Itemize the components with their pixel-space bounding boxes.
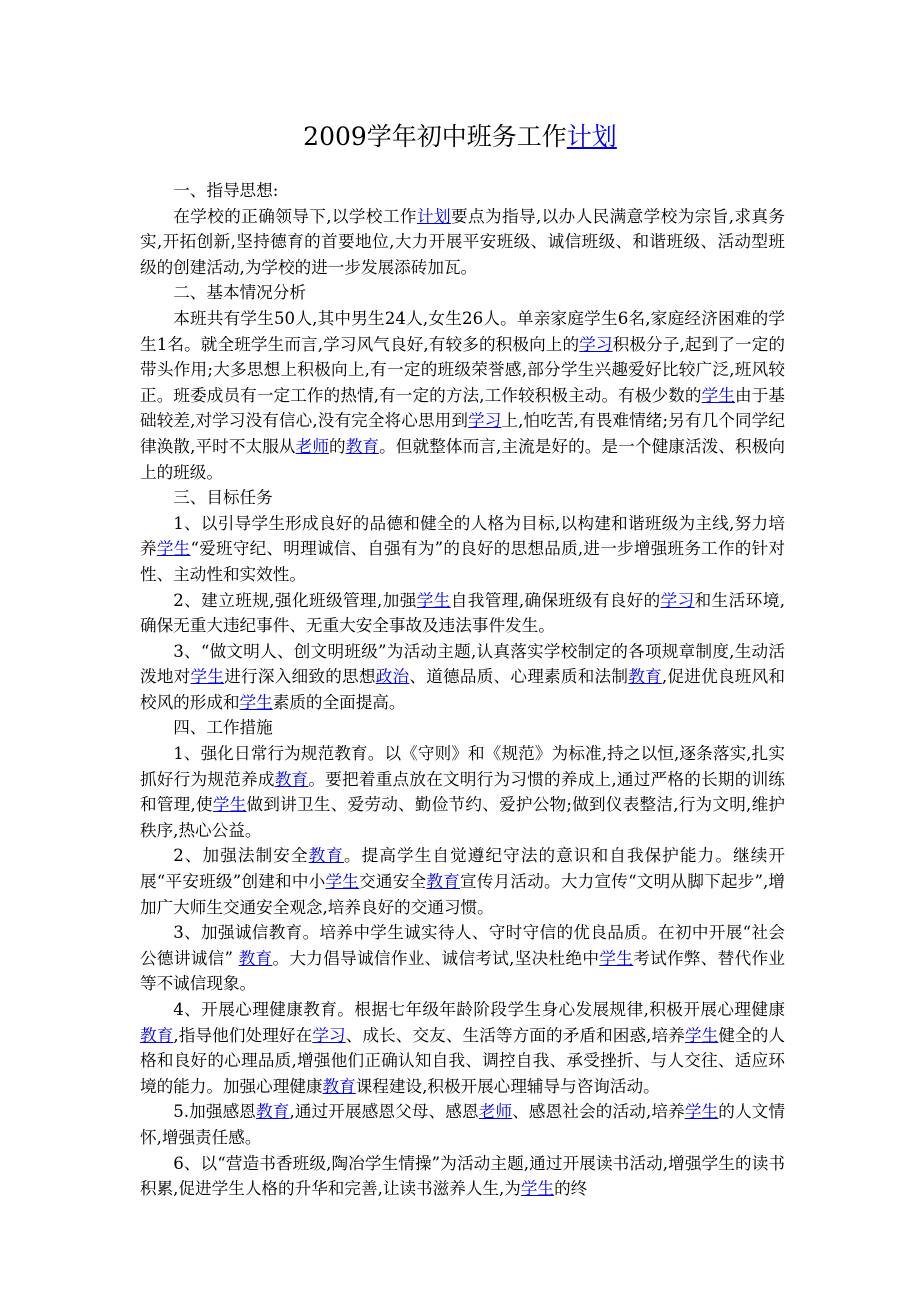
- text-run: 素质的全面提高。: [272, 692, 406, 712]
- keyword-link[interactable]: 学生: [212, 795, 247, 815]
- paragraph: [140, 843, 785, 920]
- text-run: 要点为指导,以办人民满意学校为宗旨,求真务实,开拓创新,坚持德育的首要地位,大力开展平安班级、诚信班级、和谐班级、活动型班级的创建活动,为学校的进一步发展添砖加瓦。: [140, 206, 785, 277]
- text-run: 由于基础较差,对学习没有信心,没有完全将心思用到: [140, 385, 785, 431]
- keyword-link[interactable]: 学生: [416, 590, 451, 610]
- paragraph: [140, 1151, 785, 1202]
- paragraph: [140, 741, 785, 843]
- text-run: 积极分子,起到了一定的带头作用;大多思想上积极向上,有一定的班级荣誉感,部分学生兴趣爱好比较广泛,班风较正。班委成员有一定工作的热情,有一定的方法,工作较积极主动。有极少数的: [140, 334, 785, 405]
- keyword-link[interactable]: 学生: [684, 1102, 719, 1122]
- text-run: 交通安全: [359, 872, 427, 892]
- text-run: 的: [329, 436, 346, 456]
- paragraph: [140, 204, 785, 281]
- text-run: ,指导他们处理好在: [173, 1025, 313, 1045]
- text-run: 健全的人格和良好的心理品质,增强他们正确认知自我、调控自我、承受挫折、与人交往、适应环境的能力。加强心理健康: [140, 1025, 786, 1096]
- text-run: “爱班守纪、明理诚信、自强有为”的良好的思想品质,进一步增强班务工作的针对性、主动性和实效性。: [140, 539, 786, 584]
- keyword-link[interactable]: 政治: [375, 667, 410, 687]
- keyword-link[interactable]: 学生: [599, 948, 634, 968]
- keyword-link[interactable]: 学生: [156, 539, 191, 559]
- keyword-link[interactable]: 教育: [274, 769, 309, 789]
- text-run: 。提高学生自觉遵纪守法的意识和自我保护能力。继续开展“平安班级”创建和中小: [140, 846, 786, 892]
- text-run: 本班共有学生50人,其中男生24人,女生26人。单亲家庭学生6名,家庭经济困难的学生1名。就全班学生而言,学习风气良好,有较多的积极向上的: [140, 308, 785, 354]
- text-run: 的终: [554, 1179, 588, 1199]
- keyword-link[interactable]: 教育: [238, 948, 273, 968]
- text-run: 自我管理,确保班级有良好的: [450, 590, 661, 610]
- keyword-link[interactable]: 学习: [579, 334, 613, 354]
- text-run: 2、建立班规,强化班级管理,加强: [173, 590, 417, 610]
- keyword-link[interactable]: 学生: [190, 667, 225, 687]
- text-run: 一、指导思想:: [173, 181, 279, 200]
- keyword-link[interactable]: 教育: [322, 1076, 356, 1096]
- text-run: 3、“做文明人、创文明班级”为活动主题,认真落实学校制定的各项规章制度,生动活泼地对: [140, 641, 785, 687]
- paragraph: [140, 639, 785, 716]
- document-title: [0, 118, 920, 156]
- paragraph: [140, 511, 785, 588]
- keyword-link[interactable]: 学习: [312, 1025, 346, 1045]
- text-run: 2、加强法制安全: [173, 846, 309, 866]
- text-run: 上,怕吃苦,有畏难情绪;另有几个同学纪律涣散,平时不太服从: [140, 411, 785, 456]
- text-run: 5.加强感恩: [173, 1102, 257, 1122]
- text-run: ,通过开展感恩父母、感恩: [289, 1102, 479, 1122]
- text-run: 的人文情怀,增强责任感。: [140, 1102, 785, 1147]
- paragraph: [140, 1099, 785, 1150]
- keyword-link[interactable]: 学生: [325, 872, 360, 892]
- title-keyword-link[interactable]: 计划: [566, 122, 617, 151]
- text-run: 、感恩社会的活动,培养: [512, 1102, 685, 1122]
- text-run: 1、以引导学生形成良好的品德和健全的人格为目标,以构建和谐班级为主线,努力培养: [140, 513, 785, 559]
- text-run: 。大力倡导诚信作业、诚信考试,坚决杜绝中: [272, 948, 600, 968]
- text-run: ,促进优良班风和校风的形成和: [140, 667, 786, 712]
- text-run: 、成长、交友、生活等方面的矛盾和困惑,培养: [345, 1025, 685, 1045]
- keyword-link[interactable]: 计划: [416, 206, 451, 226]
- paragraph: [140, 588, 785, 639]
- paragraph: [140, 920, 785, 997]
- keyword-link[interactable]: 教育: [140, 1025, 174, 1045]
- keyword-link[interactable]: 教育: [426, 872, 460, 892]
- text-run: 、道德品质、心理素质和法制: [409, 667, 629, 687]
- text-run: 在学校的正确领导下,以学校工作: [173, 206, 417, 226]
- paragraph: [140, 997, 785, 1099]
- keyword-link[interactable]: 老师: [295, 436, 330, 456]
- title-text: 2009学年初中班务工作: [303, 122, 567, 151]
- text-run: 四、工作措施: [173, 718, 273, 738]
- keyword-link[interactable]: 教育: [345, 436, 380, 456]
- keyword-link[interactable]: 教育: [628, 667, 662, 687]
- text-run: 。要把着重点放在文明行为习惯的养成上,通过严格的长期的训练和管理,使: [140, 769, 786, 815]
- keyword-link[interactable]: 学习: [468, 411, 502, 431]
- paragraph: [140, 280, 785, 306]
- text-run: 。但就整体而言,主流是好的。是一个健康活泼、积极向上的班级。: [140, 436, 786, 482]
- paragraph: [140, 715, 785, 741]
- text-run: 3、加强诚信教育。培养中学生诚实待人、守时守信的优良品质。在初中开展“社会公德讲诚信”: [140, 923, 785, 968]
- keyword-link[interactable]: 教育: [308, 846, 344, 866]
- text-run: 考试作弊、替代作业等不诚信现象。: [140, 948, 786, 994]
- keyword-link[interactable]: 学生: [239, 692, 273, 712]
- keyword-link[interactable]: 教育: [256, 1102, 290, 1122]
- paragraph: [140, 306, 785, 485]
- keyword-link[interactable]: 学生: [520, 1179, 555, 1199]
- keyword-link[interactable]: 学习: [660, 590, 695, 610]
- text-run: 课程建设,积极开展心理辅导与咨询活动。: [355, 1076, 660, 1096]
- text-run: 6、以“营造书香班级,陶冶学生情操”为活动主题,通过开展读书活动,增强学生的读书积累,促进学生人格的升华和完善,让读书滋养人生,为: [140, 1153, 785, 1199]
- text-run: 进行深入细致的思想: [224, 667, 376, 687]
- keyword-link[interactable]: 老师: [478, 1102, 513, 1122]
- document-body: [140, 178, 785, 1202]
- text-run: 1、强化日常行为规范教育。以《守则》和《规范》为标准,持之以恒,逐条落实,扎实抓好行为规范养成: [140, 744, 785, 789]
- text-run: 二、基本情况分析: [173, 283, 306, 303]
- text-run: 做到讲卫生、爱劳动、勤俭节约、爱护公物;做到仪表整洁,行为文明,维护秩序,热心公益。: [140, 795, 786, 840]
- paragraph: [140, 485, 785, 511]
- paragraph: [140, 178, 785, 204]
- text-run: 三、目标任务: [173, 488, 273, 508]
- keyword-link[interactable]: 学生: [684, 1025, 719, 1045]
- text-run: 宣传月活动。大力宣传“文明从脚下起步”,增加广大师生交通安全观念,培养良好的交通习惯。: [140, 872, 786, 917]
- keyword-link[interactable]: 学生: [701, 385, 736, 405]
- text-run: 4、开展心理健康教育。根据七年级年龄阶段学生身心发展规律,积极开展心理健康: [173, 1000, 785, 1019]
- text-run: 和生活环境,确保无重大违纪事件、无重大安全事故及违法事件发生。: [140, 590, 785, 636]
